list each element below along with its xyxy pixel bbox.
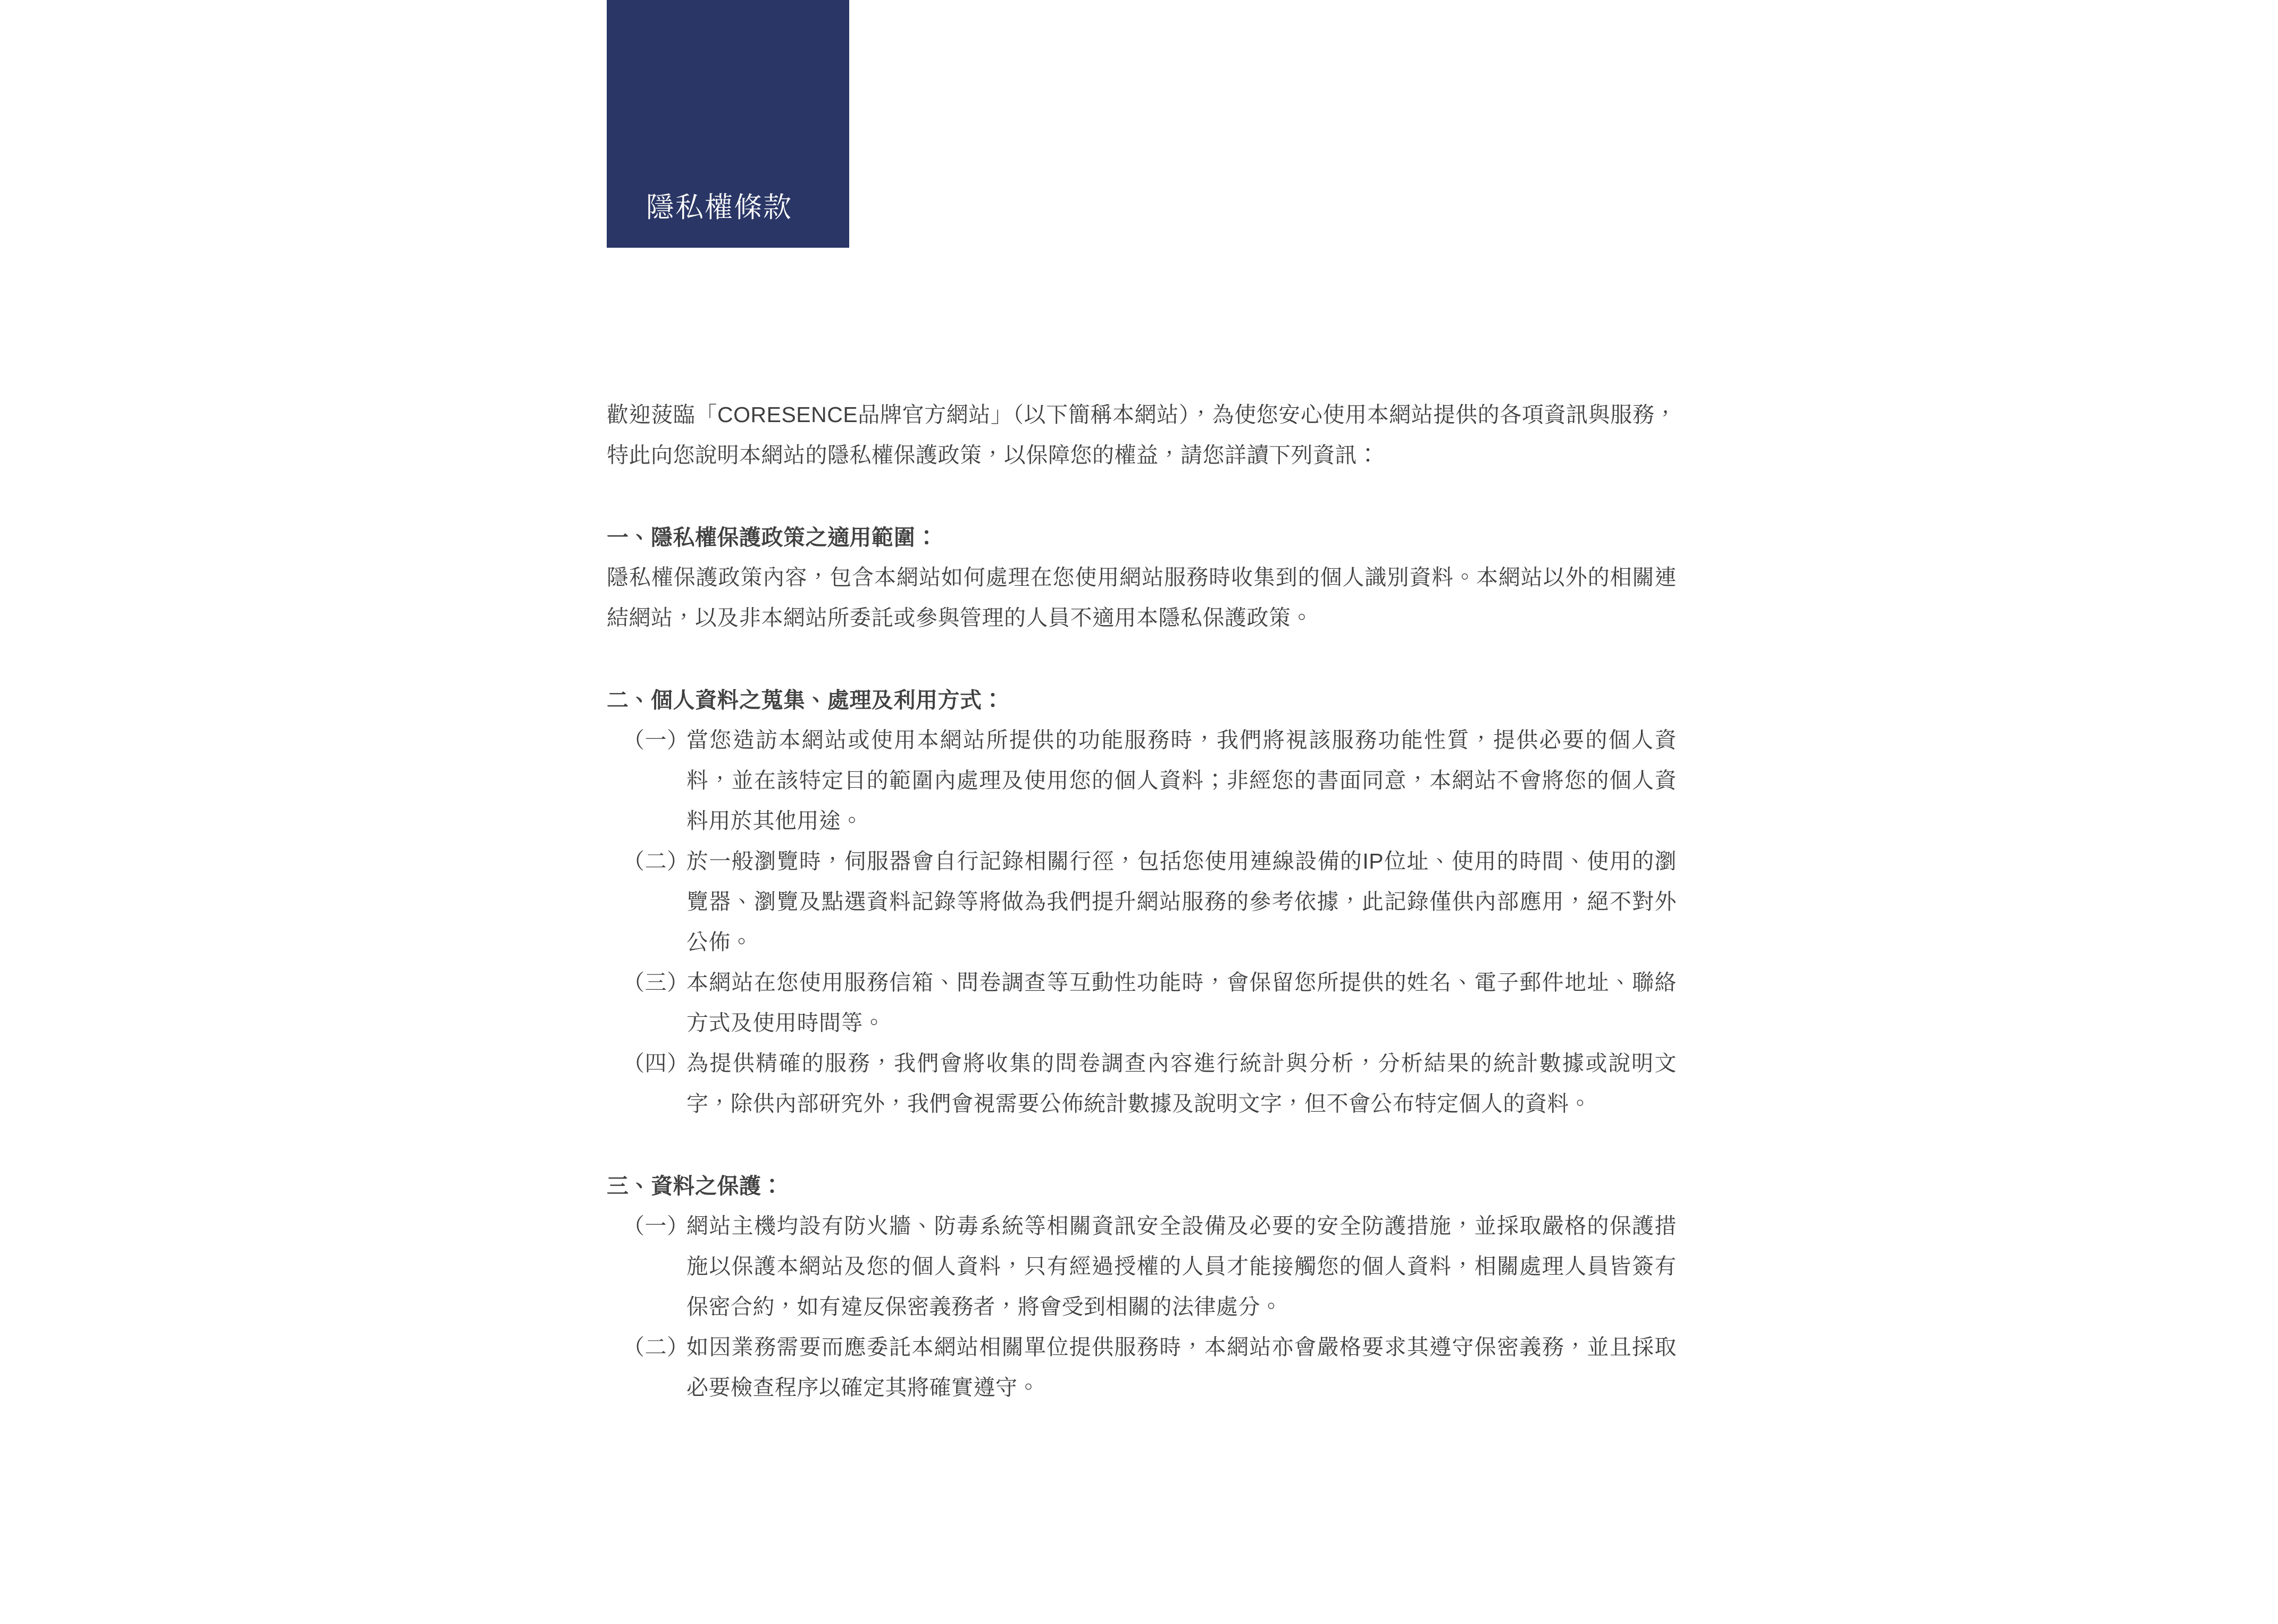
list-item	[607, 841, 1677, 962]
section-item-list	[607, 1206, 1677, 1408]
list-item-text: 如因業務需要而應委託本網站相關單位提供服務時，本網站亦會嚴格要求其遵守保密義務，並且採取必要檢查程序以確定其將確實遵守。	[686, 1335, 1677, 1400]
list-item-marker: （二）	[623, 1335, 689, 1359]
list-item	[607, 962, 1677, 1043]
list-item	[607, 720, 1677, 841]
list-item-marker: （三）	[623, 970, 689, 995]
policy-section-2	[607, 684, 1677, 1124]
list-item-marker: （一）	[623, 1214, 689, 1238]
section-heading: 三、資料之保護：	[607, 1174, 783, 1198]
policy-section-1	[607, 521, 1677, 638]
section-body: 隱私權保護政策內容，包含本網站如何處理在您使用網站服務時收集到的個人識別資料。本網站以外的相關連結網站，以及非本網站所委託或參與管理的人員不適用本隱私保護政策。	[607, 565, 1677, 630]
section-item-list	[607, 720, 1677, 1124]
page-title: 隱私權條款	[646, 192, 792, 223]
list-item	[607, 1206, 1677, 1327]
intro-paragraph: 歡迎菠臨「CORESENCE品牌官方網站」（以下簡稱本網站），為使您安心使用本網站提供的各項資訊與服務，特此向您說明本網站的隱私權保護政策，以保障您的權益，請您詳讀下列資訊：	[607, 402, 1677, 467]
page-header-banner	[607, 0, 849, 248]
list-item-text: 當您造訪本網站或使用本網站所提供的功能服務時，我們將視該服務功能性質，提供必要的個人資料，並在該特定目的範圍內處理及使用您的個人資料；非經您的書面同意，本網站不會將您的個人資料用於其他用途。	[686, 728, 1677, 833]
section-heading: 一、隱私權保護政策之適用範圍：	[607, 525, 938, 550]
list-item-marker: （二）	[623, 849, 689, 873]
list-item-text: 本網站在您使用服務信箱、問卷調查等互動性功能時，會保留您所提供的姓名、電子郵件地址、聯絡方式及使用時間等。	[686, 970, 1677, 1035]
list-item	[607, 1327, 1677, 1408]
policy-section-3	[607, 1169, 1677, 1408]
list-item-marker: （一）	[623, 728, 689, 752]
list-item-text: 於一般瀏覽時，伺服器會自行記錄相關行徑，包括您使用連線設備的IP位址、使用的時間、使用的瀏覽器、瀏覽及點選資料記錄等將做為我們提升網站服務的參考依據，此記錄僅供內部應用，絕不對外公佈。	[686, 849, 1677, 954]
section-heading: 二、個人資料之蒐集、處理及利用方式：	[607, 688, 1004, 712]
list-item-marker: （四）	[623, 1051, 689, 1075]
list-item	[607, 1043, 1677, 1124]
list-item-text: 為提供精確的服務，我們會將收集的問卷調查內容進行統計與分析，分析結果的統計數據或說明文字，除供內部研究外，我們會視需要公佈統計數據及說明文字，但不會公布特定個人的資料。	[686, 1051, 1677, 1116]
list-item-text: 網站主機均設有防火牆、防毒系統等相關資訊安全設備及必要的安全防護措施，並採取嚴格的保護措施以保護本網站及您的個人資料，只有經過授權的人員才能接觸您的個人資料，相關處理人員皆簽有保密合約，如有違反保密義務者，將會受到相關的法律處分。	[686, 1214, 1677, 1319]
policy-content	[607, 394, 1677, 1408]
